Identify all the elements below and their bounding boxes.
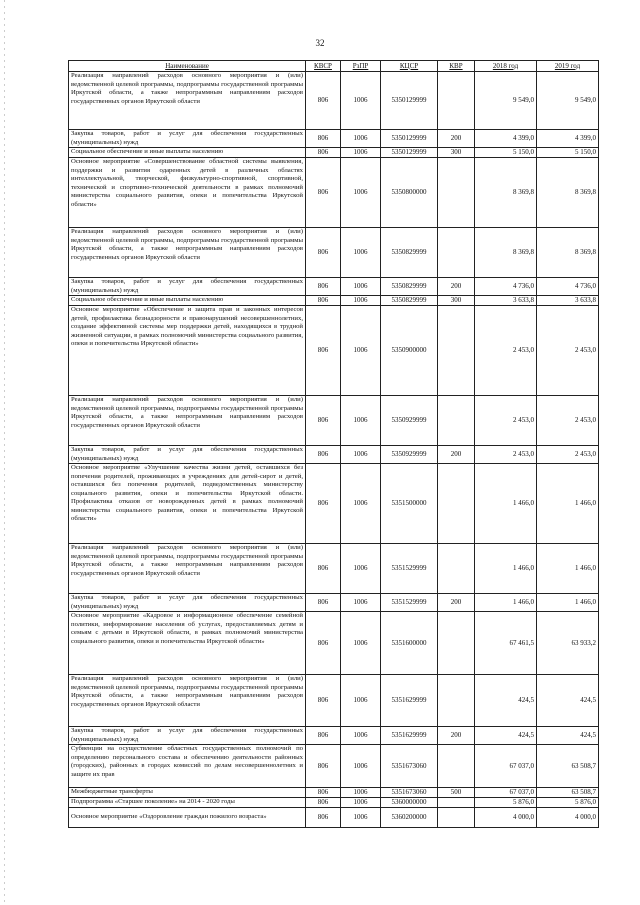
budget-table [68, 60, 599, 828]
row-2019: 4 399,0 [537, 130, 599, 148]
row-rzpr: 1006 [341, 675, 381, 727]
row-kvsr: 806 [306, 446, 341, 464]
row-kcsr: 5351673060 [381, 788, 438, 798]
row-2018: 4 736,0 [475, 278, 537, 296]
table-row [69, 798, 599, 808]
row-name: Межбюджетные трансферты [69, 788, 306, 798]
table-row [69, 544, 599, 594]
row-kvr [438, 464, 475, 544]
row-2019: 2 453,0 [537, 306, 599, 396]
table-row [69, 72, 599, 130]
row-kvr: 200 [438, 130, 475, 148]
table-row [69, 278, 599, 296]
row-kvr [438, 798, 475, 808]
row-2018: 3 633,8 [475, 296, 537, 306]
row-kcsr: 5350829999 [381, 228, 438, 278]
table-row [69, 446, 599, 464]
row-rzpr: 1006 [341, 278, 381, 296]
row-kcsr: 5350800000 [381, 158, 438, 228]
header-name: Наименование [69, 61, 306, 72]
row-kvr: 200 [438, 278, 475, 296]
row-2019: 1 466,0 [537, 594, 599, 612]
row-kvsr: 806 [306, 158, 341, 228]
row-kcsr: 5351529999 [381, 544, 438, 594]
page-number: 32 [315, 38, 325, 48]
row-2019: 8 369,8 [537, 228, 599, 278]
row-kvsr: 806 [306, 544, 341, 594]
row-name: Субвенции на осуществление областных государственных полномочий по определению персонального состава и обеспечению деятельности районных (городских), районных в городах комиссий по делам несовершеннолетних и защите их прав [69, 745, 306, 788]
row-2019: 63 933,2 [537, 612, 599, 675]
row-name: Закупка товаров, работ и услуг для обеспечения государственных (муниципальных) нужд [69, 594, 306, 612]
row-kvr [438, 675, 475, 727]
row-2019: 424,5 [537, 727, 599, 745]
row-name: Основное мероприятие «Улучшение качества жизни детей, оставшихся без попечения родителей, проживающих в учреждениях для детей-сирот и детей, оставшихся без попечения родителей, подведомственных министерству социального развития, опеки и попечительства Иркутской области. Профилактика отказов от новорожденных детей в рамках полномочий министерства социального развития, опеки и попечительства Иркутской области» [69, 464, 306, 544]
row-2019: 1 466,0 [537, 464, 599, 544]
row-2018: 5 150,0 [475, 148, 537, 158]
table-header-row [69, 61, 599, 72]
row-name: Основное мероприятие «Совершенствование областной системы выявления, поддержки и развития одаренных детей в различных областях интеллектуальной, творческой, физкультурно-спортивной, спортивной, технической и спортивно-технической деятельности в рамках полномочий министерства социального развития, опеки и попечительства Иркутской области» [69, 158, 306, 228]
table-row [69, 675, 599, 727]
row-kcsr: 5350129999 [381, 72, 438, 130]
table-row [69, 306, 599, 396]
row-2018: 424,5 [475, 675, 537, 727]
row-rzpr: 1006 [341, 544, 381, 594]
row-2019: 4 000,0 [537, 808, 599, 828]
row-kcsr: 5350929999 [381, 446, 438, 464]
row-kcsr: 5360000000 [381, 798, 438, 808]
row-2019: 4 736,0 [537, 278, 599, 296]
row-kvr: 200 [438, 446, 475, 464]
row-2018: 4 000,0 [475, 808, 537, 828]
row-name: Закупка товаров, работ и услуг для обеспечения государственных (муниципальных) нужд [69, 130, 306, 148]
table-row [69, 296, 599, 306]
table-row [69, 594, 599, 612]
row-rzpr: 1006 [341, 306, 381, 396]
row-kvsr: 806 [306, 675, 341, 727]
row-rzpr: 1006 [341, 228, 381, 278]
row-2018: 2 453,0 [475, 306, 537, 396]
row-kvr [438, 808, 475, 828]
table-row [69, 612, 599, 675]
row-rzpr: 1006 [341, 788, 381, 798]
row-rzpr: 1006 [341, 130, 381, 148]
scan-edge [4, 0, 5, 905]
table-row [69, 396, 599, 446]
row-2019: 2 453,0 [537, 446, 599, 464]
row-kvr: 300 [438, 296, 475, 306]
table-row [69, 788, 599, 798]
row-kvsr: 806 [306, 228, 341, 278]
row-rzpr: 1006 [341, 745, 381, 788]
row-kvsr: 806 [306, 612, 341, 675]
row-name: Реализация направлений расходов основного мероприятия и (или) ведомственной целевой программы, подпрограммы государственной программы Иркутской области, а также непрограммным направлениям расходов государственных органов Иркутской области [69, 228, 306, 278]
row-2019: 63 508,7 [537, 788, 599, 798]
row-kcsr: 5350900000 [381, 306, 438, 396]
row-kvsr: 806 [306, 72, 341, 130]
table-row [69, 228, 599, 278]
row-name: Реализация направлений расходов основного мероприятия и (или) ведомственной целевой программы, подпрограммы государственной программы Иркутской области, а также непрограммным направлениям расходов государственных органов Иркутской области [69, 544, 306, 594]
row-rzpr: 1006 [341, 798, 381, 808]
row-kvr [438, 306, 475, 396]
row-kcsr: 5350929999 [381, 396, 438, 446]
table-row [69, 464, 599, 544]
row-2019: 9 549,0 [537, 72, 599, 130]
header-rzpr: РзПР [341, 61, 381, 72]
header-2019: 2019 год [537, 61, 599, 72]
row-kvr [438, 612, 475, 675]
row-2019: 2 453,0 [537, 396, 599, 446]
row-kcsr: 5350829999 [381, 278, 438, 296]
table-row [69, 148, 599, 158]
row-name: Закупка товаров, работ и услуг для обеспечения государственных (муниципальных) нужд [69, 446, 306, 464]
row-2018: 5 876,0 [475, 798, 537, 808]
row-2019: 63 508,7 [537, 745, 599, 788]
table-body [69, 72, 599, 828]
row-kcsr: 5351629999 [381, 727, 438, 745]
row-2018: 1 466,0 [475, 594, 537, 612]
row-kcsr: 5350129999 [381, 130, 438, 148]
row-rzpr: 1006 [341, 158, 381, 228]
row-2019: 424,5 [537, 675, 599, 727]
row-2019: 3 633,8 [537, 296, 599, 306]
row-kvsr: 806 [306, 306, 341, 396]
row-2018: 2 453,0 [475, 396, 537, 446]
row-kvsr: 806 [306, 296, 341, 306]
row-kvr: 200 [438, 594, 475, 612]
row-kcsr: 5350829999 [381, 296, 438, 306]
table-row [69, 808, 599, 828]
row-rzpr: 1006 [341, 594, 381, 612]
row-kvsr: 806 [306, 148, 341, 158]
row-kvr [438, 228, 475, 278]
header-2018: 2018 год [475, 61, 537, 72]
row-kvsr: 806 [306, 594, 341, 612]
row-kvsr: 806 [306, 396, 341, 446]
row-2019: 8 369,8 [537, 158, 599, 228]
row-kvr [438, 745, 475, 788]
row-kvr [438, 396, 475, 446]
row-kvsr: 806 [306, 727, 341, 745]
row-2018: 8 369,8 [475, 158, 537, 228]
row-kvsr: 806 [306, 788, 341, 798]
row-2019: 5 150,0 [537, 148, 599, 158]
row-kvr [438, 544, 475, 594]
row-kcsr: 5351600000 [381, 612, 438, 675]
row-2018: 67 037,0 [475, 745, 537, 788]
row-name: Основное мероприятие «Обеспечение и защита прав и законных интересов детей, профилактика безнадзорности и правонарушений несовершеннолетних, создание эффективной системы мер поддержки детей, находящихся в трудной жизненной ситуации, в рамках полномочий министерства социального развития, опеки и попечительства Иркутской области» [69, 306, 306, 396]
row-name: Закупка товаров, работ и услуг для обеспечения государственных (муниципальных) нужд [69, 278, 306, 296]
row-kvr: 300 [438, 148, 475, 158]
row-name: Основное мероприятие «Кадровое и информационное обеспечение семейной политики, информирование населения об услугах, предоставляемых детям и семьям с детьми в Иркутской области, в рамках полномочий министерства социального развития, опеки и попечительства Иркутской области» [69, 612, 306, 675]
table-row [69, 727, 599, 745]
row-kcsr: 5351673060 [381, 745, 438, 788]
row-name: Социальное обеспечение и иные выплаты населению [69, 148, 306, 158]
table-row [69, 745, 599, 788]
header-kvsr: КВСР [306, 61, 341, 72]
row-2018: 67 461,5 [475, 612, 537, 675]
header-kcsr: КЦСР [381, 61, 438, 72]
row-name: Реализация направлений расходов основного мероприятия и (или) ведомственной целевой программы, подпрограммы государственной программы Иркутской области, а также непрограммным направлениям расходов государственных органов Иркутской области [69, 396, 306, 446]
row-kcsr: 5351629999 [381, 675, 438, 727]
row-kvsr: 806 [306, 130, 341, 148]
row-2018: 1 466,0 [475, 464, 537, 544]
row-kvsr: 806 [306, 745, 341, 788]
row-kcsr: 5351529999 [381, 594, 438, 612]
row-rzpr: 1006 [341, 296, 381, 306]
row-2019: 5 876,0 [537, 798, 599, 808]
row-name: Основное мероприятие «Оздоровление граждан пожилого возраста» [69, 808, 306, 828]
row-kvsr: 806 [306, 808, 341, 828]
row-2018: 67 037,0 [475, 788, 537, 798]
row-2019: 1 466,0 [537, 544, 599, 594]
row-kvsr: 806 [306, 464, 341, 544]
row-name: Закупка товаров, работ и услуг для обеспечения государственных (муниципальных) нужд [69, 727, 306, 745]
row-rzpr: 1006 [341, 396, 381, 446]
row-kcsr: 5351500000 [381, 464, 438, 544]
row-kvr: 500 [438, 788, 475, 798]
row-rzpr: 1006 [341, 808, 381, 828]
row-rzpr: 1006 [341, 464, 381, 544]
row-rzpr: 1006 [341, 446, 381, 464]
row-2018: 1 466,0 [475, 544, 537, 594]
table-row [69, 130, 599, 148]
row-rzpr: 1006 [341, 727, 381, 745]
row-2018: 2 453,0 [475, 446, 537, 464]
row-kvsr: 806 [306, 798, 341, 808]
header-kvr: КВР [438, 61, 475, 72]
row-name: Подпрограмма «Старшее поколение» на 2014 - 2020 годы [69, 798, 306, 808]
row-2018: 9 549,0 [475, 72, 537, 130]
row-kcsr: 5350129999 [381, 148, 438, 158]
row-name: Социальное обеспечение и иные выплаты населению [69, 296, 306, 306]
row-rzpr: 1006 [341, 72, 381, 130]
row-name: Реализация направлений расходов основного мероприятия и (или) ведомственной целевой программы, подпрограммы государственной программы Иркутской области, а также непрограммным направлениям расходов государственных органов Иркутской области [69, 675, 306, 727]
row-2018: 4 399,0 [475, 130, 537, 148]
row-kvr [438, 158, 475, 228]
row-kvr: 200 [438, 727, 475, 745]
row-rzpr: 1006 [341, 148, 381, 158]
row-name: Реализация направлений расходов основного мероприятия и (или) ведомственной целевой программы, подпрограммы государственной программы Иркутской области, а также непрограммным направлениям расходов государственных органов Иркутской области [69, 72, 306, 130]
table-row [69, 158, 599, 228]
row-2018: 8 369,8 [475, 228, 537, 278]
row-kcsr: 5360200000 [381, 808, 438, 828]
row-2018: 424,5 [475, 727, 537, 745]
row-kvr [438, 72, 475, 130]
row-rzpr: 1006 [341, 612, 381, 675]
row-kvsr: 806 [306, 278, 341, 296]
